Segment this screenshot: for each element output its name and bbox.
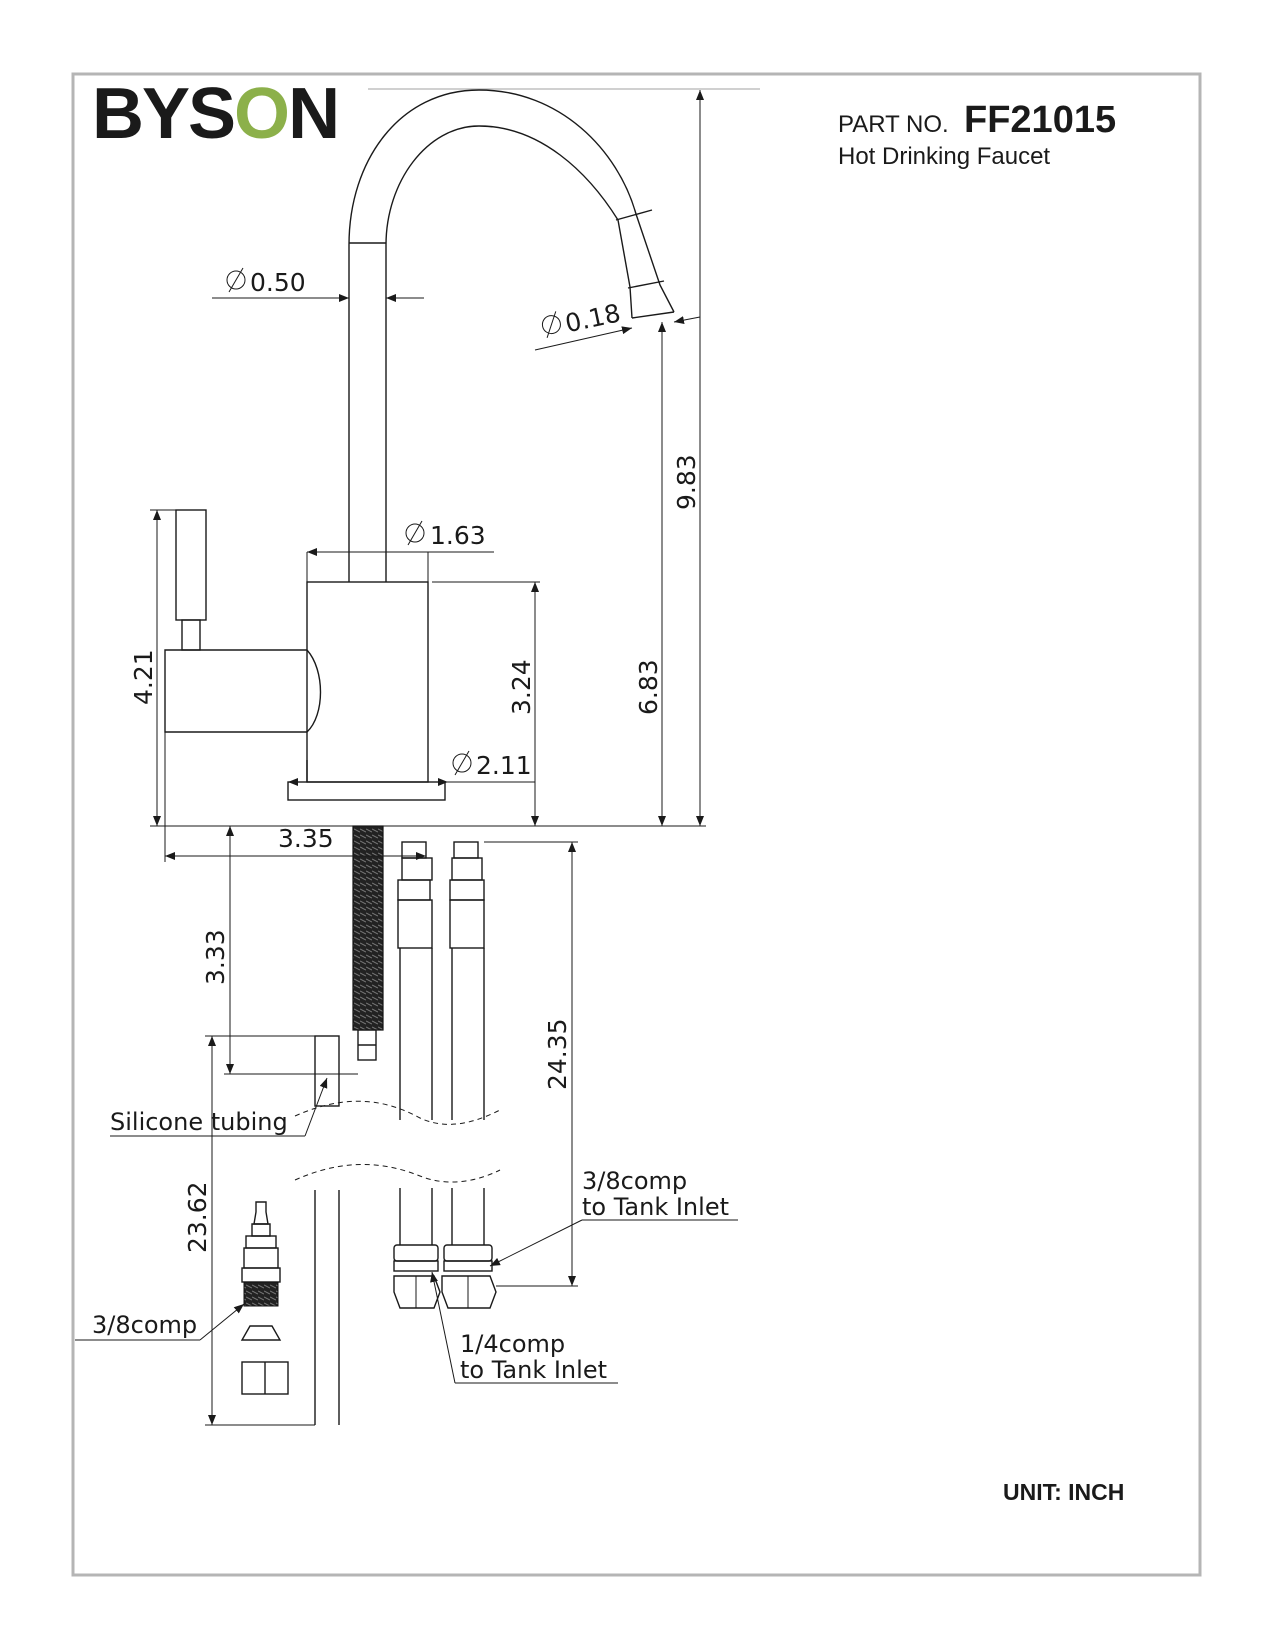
dim-spout-height: 6.83 [634,659,663,715]
dim-outlet-dia [540,298,623,343]
part-number: FF21015 [964,99,1117,141]
callout-14comp-line1: 1/4comp [460,1330,566,1358]
dimension-labels [129,268,701,1253]
break-line-top [295,1101,500,1124]
barb-fitting [242,1202,288,1394]
callout-38comp-line1: 3/8comp [582,1167,688,1195]
handle-stem [182,620,200,650]
valve-body [307,582,428,782]
callout-14comp-line2: to Tank Inlet [460,1356,607,1384]
product-name: Hot Drinking Faucet [838,143,1051,170]
nut-2-lower [442,1276,496,1308]
dim-shank-length: 3.33 [201,929,230,985]
threaded-shank [353,826,383,1030]
break-line-bottom [295,1164,500,1182]
dim-supply-length: 24.35 [543,1018,572,1090]
dim-reach: 3.35 [278,824,334,853]
nut-1-upper [394,1245,438,1261]
silicone-tube-top [315,1036,339,1106]
handle-hub [165,650,321,732]
unit-label: UNIT: INCH [1003,1479,1125,1505]
nut-1-lower [394,1276,440,1308]
spout-outer-edge [349,90,674,582]
callout-silicone: Silicone tubing [110,1108,288,1136]
byson-logo [92,74,760,154]
callout-38comp-left: 3/8comp [92,1311,198,1339]
dim-spout-dia [227,268,306,297]
base-flange [288,782,445,800]
dim-tubing-length: 23.62 [183,1181,212,1253]
svg-text:0.18: 0.18 [562,298,624,339]
svg-text:0.50: 0.50 [250,268,306,297]
aerator-top [616,210,652,220]
dim-overall-height: 9.83 [672,454,701,510]
sheet-border [73,74,1200,1575]
dim-body-dia [406,521,486,550]
svg-text:2.11: 2.11 [476,751,532,780]
svg-text:1.63: 1.63 [430,521,486,550]
logo-text: BYSON [92,74,339,154]
dim-base-dia [453,751,532,780]
dim-body-height: 3.24 [507,659,536,715]
dim-handle-height: 4.21 [129,649,158,705]
part-label: PART NO. [838,111,949,138]
spout-inner-edge [386,126,632,582]
callout-38comp-line2: to Tank Inlet [582,1193,729,1221]
aerator-band [628,281,664,288]
faucet-outline [165,90,674,1425]
outlet-tip [632,312,674,318]
handle-lever [176,510,206,620]
dimension-lines [75,90,738,1425]
nut-2-upper [444,1245,492,1261]
